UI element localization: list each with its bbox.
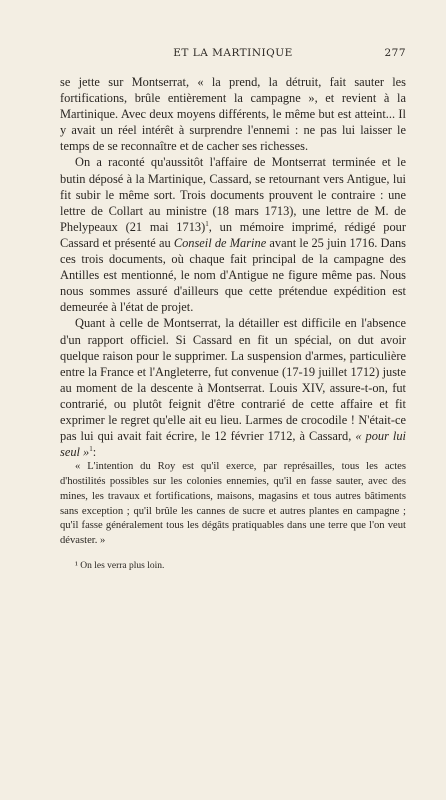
- page-body: [60, 74, 406, 574]
- running-header: [60, 47, 406, 61]
- running-title: ET LA MARTINIQUE: [173, 47, 293, 59]
- paragraph-2-end: avant le 25 juin 1716. Dans ces trois documents, où chaque fait principal de la campagne des Antilles est mentionné, le nom d'Antigue ne figure même pas. Nous nous sommes assuré d'ailleurs que cette prétendue expédition est demeurée à l'état de projet.: [60, 235, 406, 315]
- block-quote: « L'intention du Roy est qu'il exerce, par représailles, tous les actes d'hostilités possibles sur les colonies ennemies, qu'il en fasse sauter, avec des mines, les travaux et fortifications, maisons, magasins et tous autres bâtiments sans exception ; qu'il brûle les cannes de sucre et autres plantes en campagne ; qu'il fasse généralement tous les dégâts pratiquables dans une terre que l'on veut dévaster. »: [60, 461, 406, 547]
- footnote: ¹ On les verra plus loin.: [75, 561, 165, 572]
- paragraph-2-start: On a raconté qu'aussitôt l'affaire de Montserrat terminée et le butin déposé à la Martinique, Cassard, se retournant vers Antigue, lui fit subir le même sort. Trois documents prouvent le contraire : une lettre de Collart au ministre (18 mars 1713), une lettre de M. de Phelypeaux (21 mai 1713): [60, 155, 406, 234]
- footnote-marker: 1: [205, 219, 209, 228]
- paragraph-3-colon: :: [92, 445, 97, 460]
- pour-lui-seul: « pour lui seul »: [60, 429, 406, 460]
- paragraph-3-text: Quant à celle de Montserrat, la détailler est difficile en l'absence d'un rapport officiel. Si Cassard en fit un spécial, on dut avoir quelque raison pour le supprimer. La suspension d'armes, particulière entre la France et l'Angleterre, fut convenue (17-19 juillet 1712) juste au moment de la descente à Montserrat. Louis XIV, assure-t-on, fut contrarié, ou plutôt feignit d'être contrarié de cette affaire et fit exprimer le regret qu'elle ait eu lieu. Larmes de crocodile ! N'était-ce pas lui qui avait fait écrire, le 12 février 1712, à Cassard,: [60, 316, 406, 444]
- page-number: 277: [384, 47, 406, 59]
- paragraph-1: se jette sur Montserrat, « la prend, la détruit, fait sauter les fortifications, brûle entièrement la campagne », et revient à la Martinique. Avec deux moyens différents, le même but est atteint... Il y avait un réel intérêt à surprendre l'ennemi : ne pas lui laisser le temps de se reconnaître et de cacher ses richesses.: [60, 75, 406, 154]
- conseil-de-marine: Conseil de Marine: [173, 235, 267, 250]
- paragraph-2-middle: , un mémoire imprimé, rédigé pour Cassard et présenté au: [60, 219, 406, 250]
- paragraph-3: [60, 315, 406, 460]
- footnote-marker-2: 1: [89, 445, 93, 454]
- paragraph-2: [60, 154, 406, 315]
